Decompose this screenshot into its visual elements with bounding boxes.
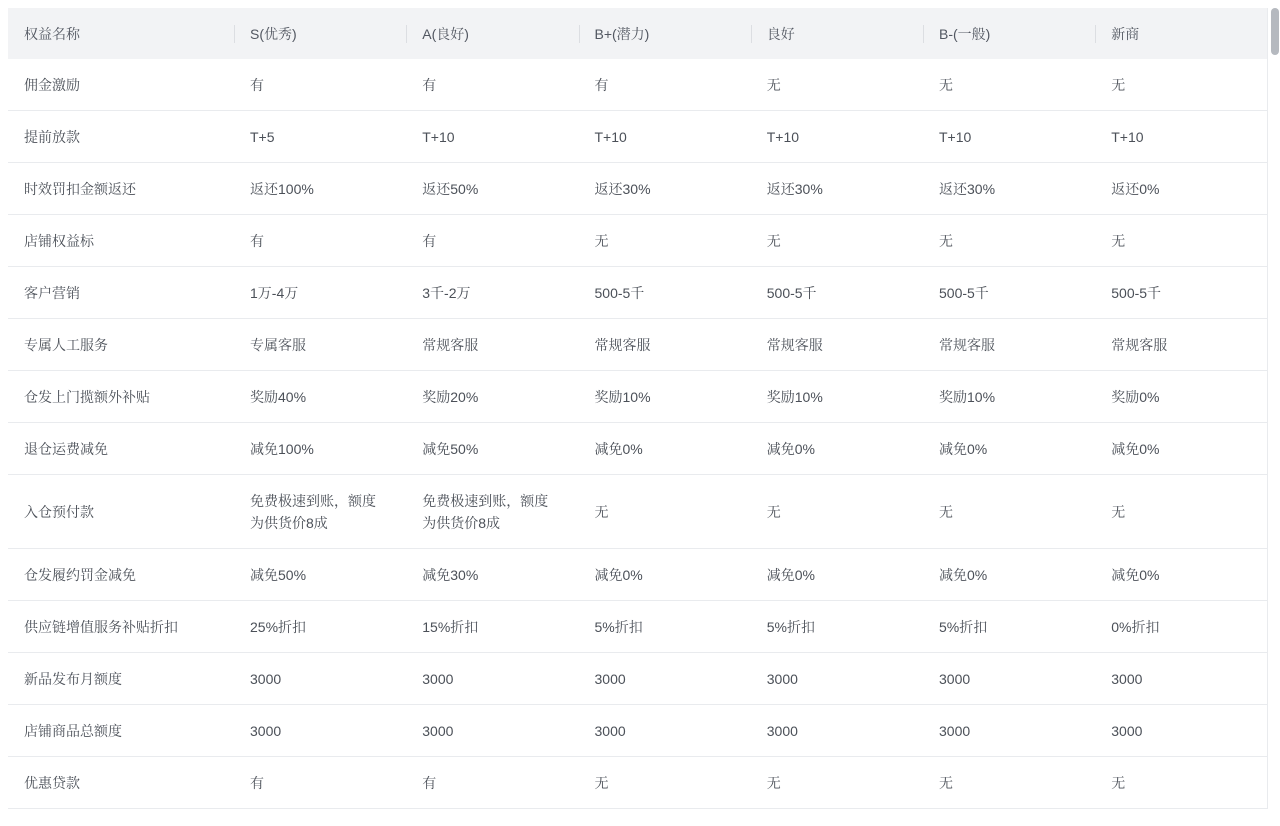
table-header [8,8,1268,59]
benefit-value-cell: 无 [751,59,923,111]
column-header-tier-2: A(良好) [406,8,578,59]
benefit-value-cell: 1万-4万 [234,267,406,319]
benefit-value-cell: 5%折扣 [579,601,751,653]
benefit-value-cell: 减免50% [406,423,578,475]
benefit-value-cell: 3000 [1095,653,1267,705]
benefit-value-cell: 无 [579,475,751,549]
column-header-tier-4: 良好 [751,8,923,59]
benefit-name-cell: 佣金激励 [8,59,234,111]
benefit-value-cell: 减免0% [751,423,923,475]
benefit-value-cell: 3000 [751,705,923,757]
benefit-value-cell: 3000 [234,705,406,757]
benefit-name-cell: 优惠贷款 [8,757,234,809]
benefit-name-cell: 退仓运费减免 [8,423,234,475]
benefit-value-cell: 无 [751,215,923,267]
benefit-name-cell: 提前放款 [8,111,234,163]
benefit-value-cell: 返还0% [1095,163,1267,215]
column-header-tier-6: 新商 [1095,8,1267,59]
benefit-value-cell: 常规客服 [406,319,578,371]
benefit-value-cell: 无 [751,757,923,809]
benefit-value-cell: 无 [579,757,751,809]
benefit-name-cell: 店铺权益标 [8,215,234,267]
benefit-value-cell: 奖励10% [923,371,1095,423]
benefit-value-cell: 常规客服 [923,319,1095,371]
table-row [8,475,1268,549]
benefit-value-cell: 无 [579,215,751,267]
benefit-value-cell: 500-5千 [1095,267,1267,319]
benefit-value-cell: 3000 [234,653,406,705]
benefits-tier-table [8,8,1268,809]
benefit-value-cell: 奖励40% [234,371,406,423]
benefit-value-cell: 无 [923,475,1095,549]
benefit-value-cell: 减免0% [923,549,1095,601]
benefit-value-cell: T+5 [234,111,406,163]
benefit-value-cell: 3000 [1095,705,1267,757]
benefit-value-cell: 有 [234,59,406,111]
benefit-value-cell: 3000 [923,705,1095,757]
column-header-tier-3: B+(潜力) [579,8,751,59]
benefit-value-cell: 3000 [406,653,578,705]
benefit-value-cell: 3000 [751,653,923,705]
benefit-value-cell: 减免0% [1095,549,1267,601]
table-row [8,549,1268,601]
column-header-tier-5: B-(一般) [923,8,1095,59]
benefit-value-cell: T+10 [1095,111,1267,163]
benefit-value-cell: 专属客服 [234,319,406,371]
benefit-value-cell: 减免0% [579,549,751,601]
benefit-value-cell: 减免0% [751,549,923,601]
benefit-value-cell: T+10 [751,111,923,163]
benefit-value-cell: 15%折扣 [406,601,578,653]
vertical-scrollbar[interactable] [1271,8,1279,818]
benefit-value-cell: 5%折扣 [751,601,923,653]
benefit-value-cell: T+10 [406,111,578,163]
benefit-value-cell: 返还100% [234,163,406,215]
benefit-value-cell: 奖励10% [751,371,923,423]
benefit-value-cell: 无 [751,475,923,549]
benefit-value-cell: 奖励0% [1095,371,1267,423]
benefit-value-cell: 3000 [923,653,1095,705]
benefit-value-cell: 减免0% [923,423,1095,475]
benefit-name-cell: 供应链增值服务补贴折扣 [8,601,234,653]
benefit-name-cell: 仓发履约罚金减免 [8,549,234,601]
table-row [8,319,1268,371]
benefit-value-cell: T+10 [923,111,1095,163]
benefit-name-cell: 时效罚扣金额返还 [8,163,234,215]
benefit-value-cell: 返还50% [406,163,578,215]
benefit-value-cell: 无 [923,757,1095,809]
table-body [8,59,1268,809]
benefit-name-cell: 新品发布月额度 [8,653,234,705]
benefit-value-cell: 500-5千 [923,267,1095,319]
benefit-value-cell: 返还30% [579,163,751,215]
table-row [8,423,1268,475]
benefit-value-cell: 3000 [406,705,578,757]
benefit-value-cell: 减免50% [234,549,406,601]
benefit-value-cell: 奖励20% [406,371,578,423]
benefit-value-cell: 免费极速到账，额度为供货价8成 [406,475,578,549]
benefit-value-cell: 常规客服 [1095,319,1267,371]
benefit-value-cell: 3千-2万 [406,267,578,319]
benefit-value-cell: 500-5千 [579,267,751,319]
benefits-tier-table-container[interactable] [8,8,1268,809]
benefit-name-cell: 客户营销 [8,267,234,319]
benefit-value-cell: 无 [1095,59,1267,111]
benefit-value-cell: 3000 [579,705,751,757]
benefit-value-cell: 有 [579,59,751,111]
benefit-value-cell: 返还30% [751,163,923,215]
table-row [8,111,1268,163]
benefit-value-cell: 减免100% [234,423,406,475]
benefit-value-cell: 500-5千 [751,267,923,319]
benefit-value-cell: 减免0% [579,423,751,475]
table-row [8,705,1268,757]
benefit-value-cell: 免费极速到账，额度为供货价8成 [234,475,406,549]
table-row [8,163,1268,215]
benefit-value-cell: 无 [1095,475,1267,549]
benefit-value-cell: 3000 [579,653,751,705]
column-header-benefit-name: 权益名称 [8,8,234,59]
table-row [8,215,1268,267]
benefit-value-cell: 无 [1095,215,1267,267]
benefit-value-cell: 5%折扣 [923,601,1095,653]
benefit-value-cell: 有 [406,59,578,111]
benefit-value-cell: 减免0% [1095,423,1267,475]
benefit-name-cell: 入仓预付款 [8,475,234,549]
benefit-value-cell: 无 [923,59,1095,111]
table-row [8,59,1268,111]
benefit-value-cell: 25%折扣 [234,601,406,653]
benefit-value-cell: 常规客服 [579,319,751,371]
table-row [8,757,1268,809]
benefit-value-cell: 有 [406,215,578,267]
benefit-value-cell: 奖励10% [579,371,751,423]
table-row [8,371,1268,423]
benefit-value-cell: 0%折扣 [1095,601,1267,653]
benefit-value-cell: 返还30% [923,163,1095,215]
benefit-value-cell: 有 [234,757,406,809]
table-row [8,601,1268,653]
benefit-name-cell: 专属人工服务 [8,319,234,371]
table-header-row [8,8,1268,59]
benefit-value-cell: 减免30% [406,549,578,601]
benefit-value-cell: 无 [1095,757,1267,809]
benefit-name-cell: 店铺商品总额度 [8,705,234,757]
benefit-value-cell: 有 [406,757,578,809]
benefit-value-cell: 有 [234,215,406,267]
column-header-tier-1: S(优秀) [234,8,406,59]
benefit-value-cell: 无 [923,215,1095,267]
table-row [8,653,1268,705]
benefit-value-cell: T+10 [579,111,751,163]
benefit-value-cell: 常规客服 [751,319,923,371]
benefit-name-cell: 仓发上门揽额外补贴 [8,371,234,423]
table-row [8,267,1268,319]
scrollbar-thumb[interactable] [1271,8,1279,55]
